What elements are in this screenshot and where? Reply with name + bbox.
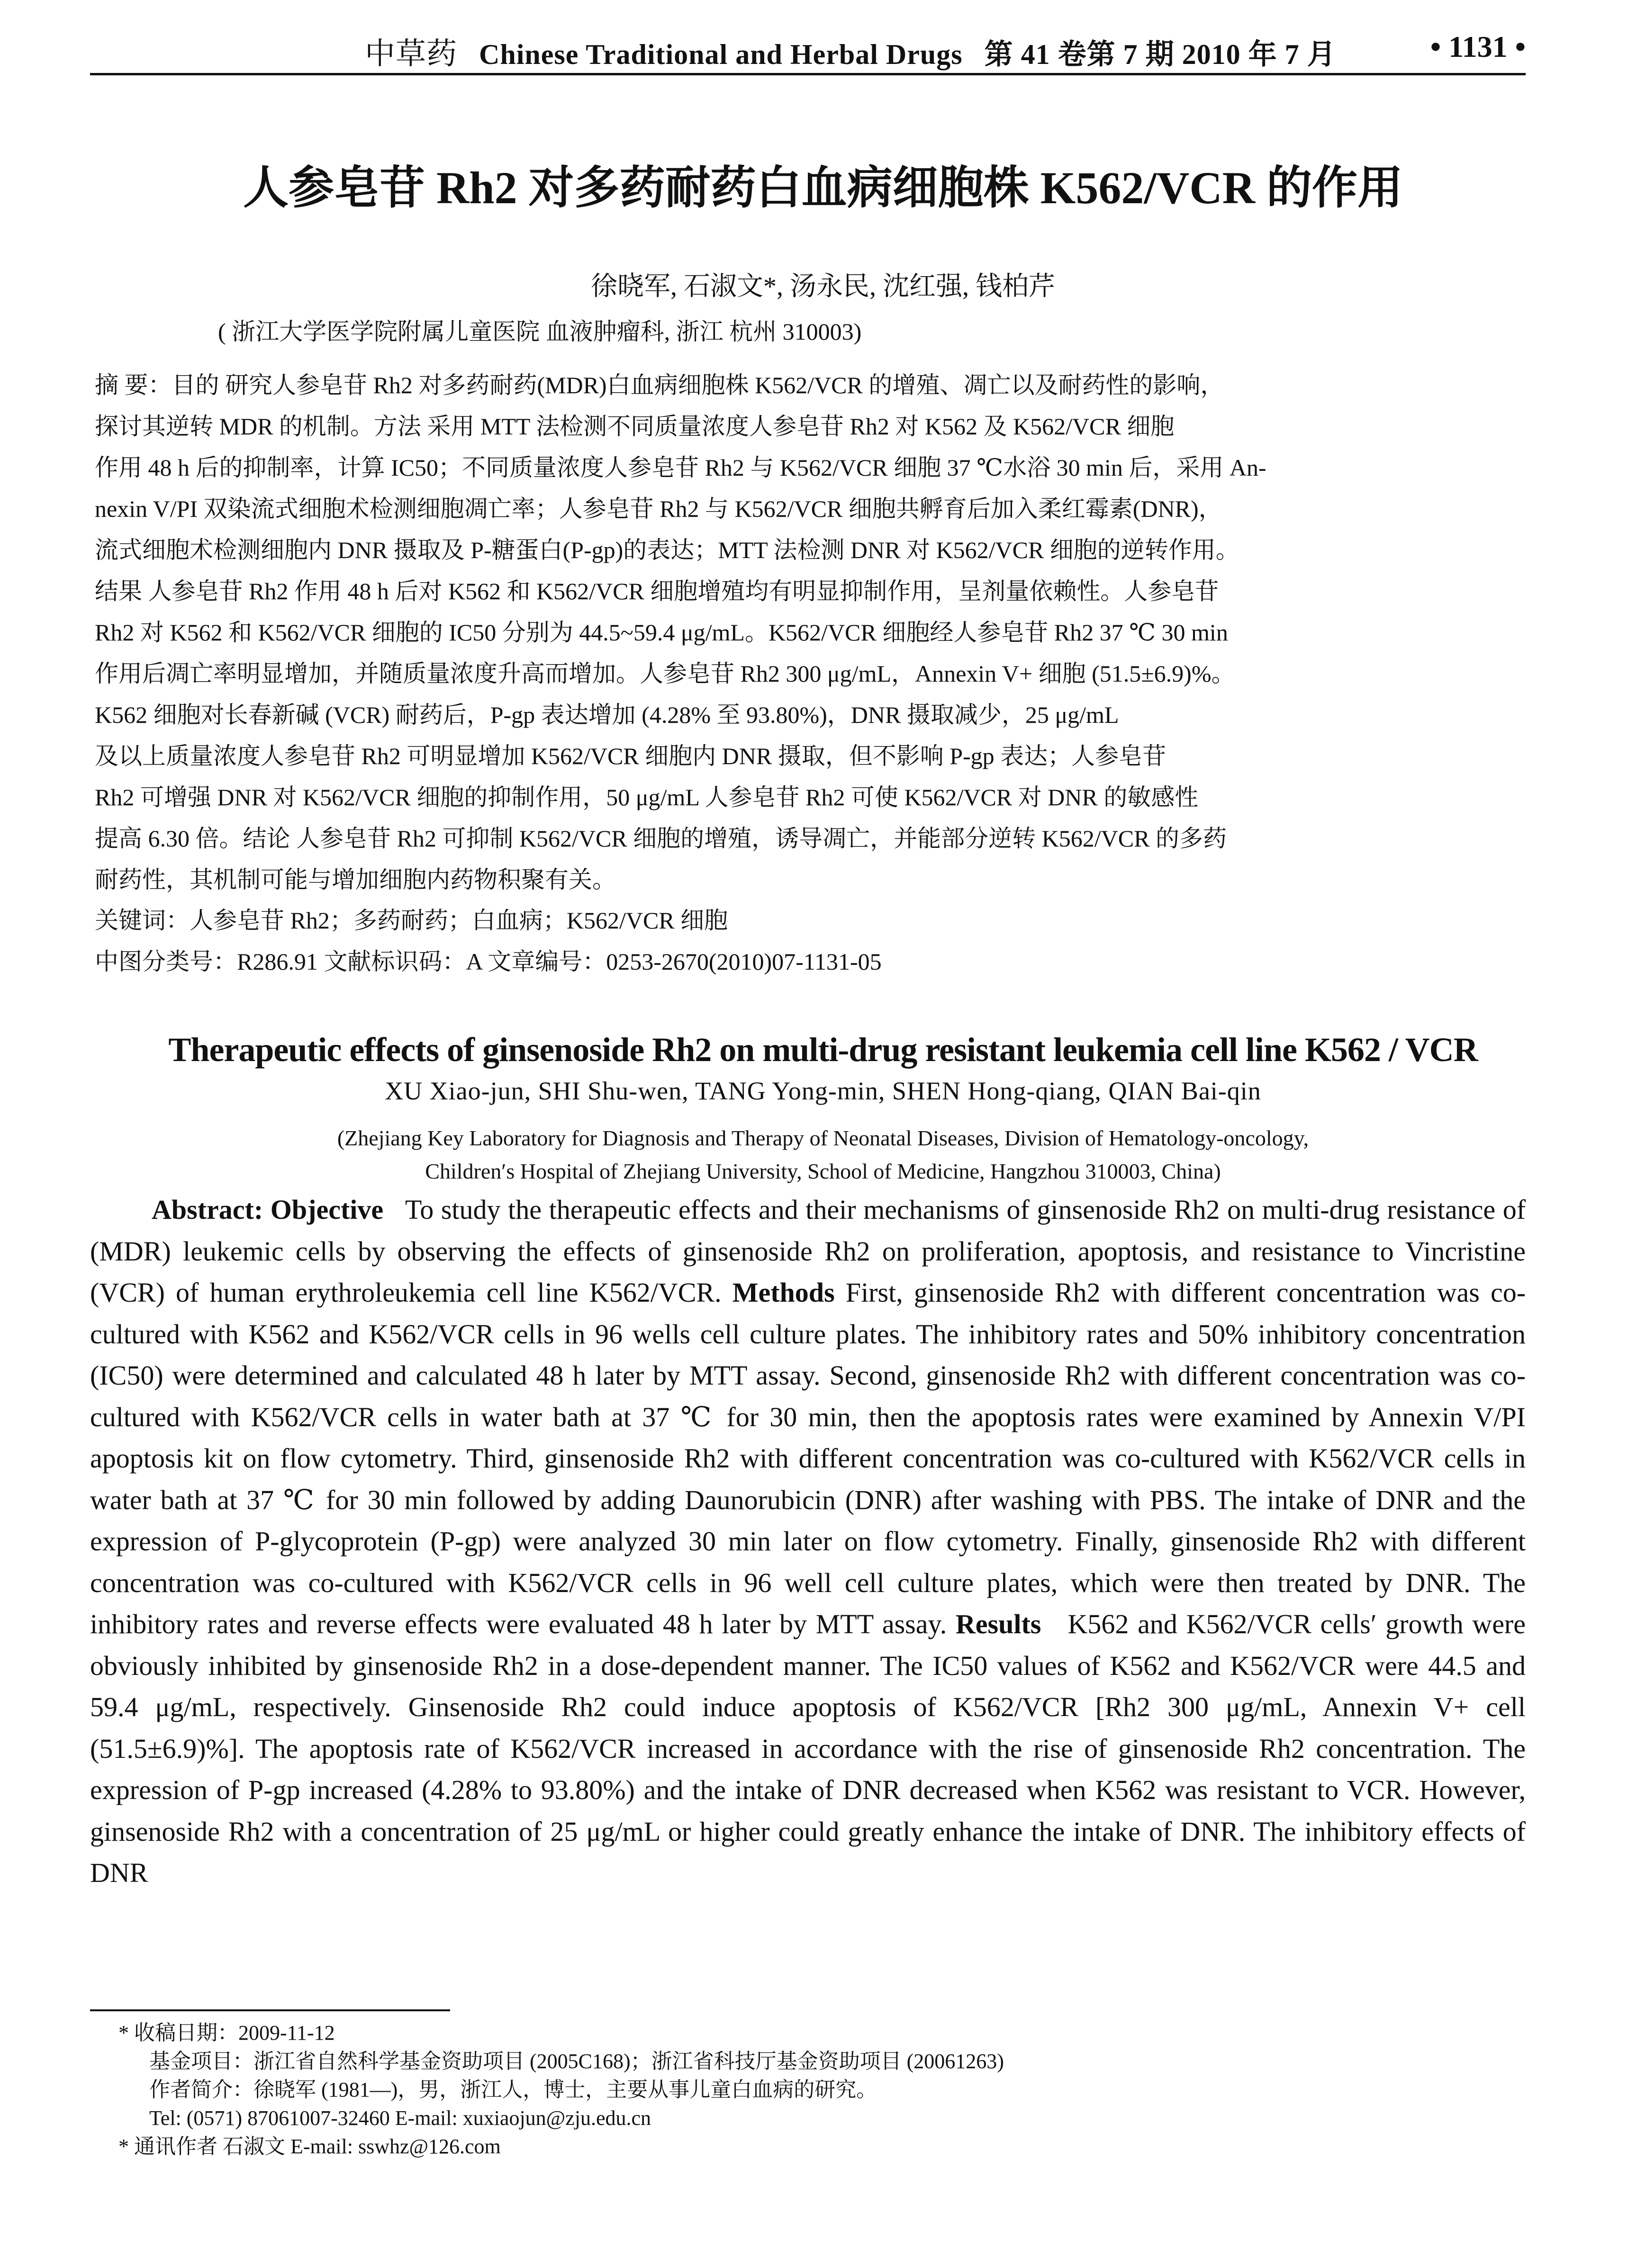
- page-number: • 1131 •: [1430, 30, 1526, 63]
- footnote-author-bio: 作者简介：徐晓军 (1981—)，男，浙江人，博士，主要从事儿童白血病的研究。: [149, 2078, 877, 2101]
- abstract-label: Abstract:: [152, 1194, 263, 1225]
- results-label: Results: [955, 1609, 1041, 1639]
- running-header: [90, 25, 1526, 77]
- objective-text: To study the therapeutic effects and their mechanisms of ginsenoside Rh2 on multi-drug resistance of (MDR) leukemic cells by observing the effects of ginsenoside Rh2 on proliferation, apoptosis, and resistance to Vincristine (VCR) of human erythroleukemia cell line K562/VCR.: [90, 1194, 1526, 1308]
- footnotes: [118, 2019, 1350, 2161]
- footnote-received: * 收稿日期：2009-11-12: [118, 2021, 335, 2044]
- affiliation: [0, 1122, 1646, 1188]
- affiliation-line-2: Children′s Hospital of Zhejiang University, School of Medicine, Hangzhou 310003, China): [425, 1159, 1221, 1183]
- cn-abstract: [95, 365, 1530, 900]
- cn-abstract-line: 流式细胞术检测细胞内 DNR 摄取及 P-糖蛋白(P-gp)的表达；MTT 法检测 DNR 对 K562/VCR 细胞的逆转作用。: [95, 537, 1239, 563]
- footnote-fund: 基金项目：浙江省自然科学基金资助项目 (2005C168)；浙江省科技厅基金资助项目 (20061263): [149, 2050, 1004, 2073]
- volume-issue: 第 41 卷第 7 期 2010 年 7 月: [984, 39, 1336, 70]
- cn-abstract-line: 提高 6.30 倍。结论 人参皂苷 Rh2 可抑制 K562/VCR 细胞的增殖，诱导凋亡，并能部分逆转 K562/VCR 的多药: [95, 825, 1227, 852]
- cn-title: 人参皂苷 Rh2 对多药耐药白血病细胞株 K562/VCR 的作用: [243, 162, 1403, 213]
- cn-abstract-line: K562 细胞对长春新碱 (VCR) 耐药后，P-gp 表达增加 (4.28% 至 93.80%)，DNR 摄取减少，25 μg/mL: [95, 702, 1119, 728]
- methods-text: First, ginsenoside Rh2 with different concentration was co-cultured with K562 and K562/VCR cells in 96 wells cell culture plates. The inhibitory rates and 50% inhibitory concentration (IC50) were determined and calculated 48 h later by MTT assay. Second, ginsenoside Rh2 with different concentration was co-cultured with K562/VCR cells in water bath at 37 ℃ for 30 min, then the apoptosis rates were examined by Annexin V/PI apoptosis kit on flow cytometry. Third, ginsenoside Rh2 with different concentration was co-cultured with K562/VCR cells in water bath at 37 ℃ for 30 min followed by adding Daunorubicin (DNR) after washing with PBS. The intake of DNR and the expression of P-glycoprotein (P-gp) were analyzed 30 min later on flow cytometry. Finally, ginsenoside Rh2 with different concentration was co-cultured with K562/VCR cells in 96 well cell culture plates, which were then treated by DNR. The inhibitory rates and reverse effects were evaluated 48 h later by MTT assay.: [90, 1277, 1526, 1639]
- footnote-corresponding: * 通讯作者 石淑文 E-mail: sswhz@126.com: [118, 2135, 501, 2158]
- cn-classification: 中图分类号：R286.91 文献标识码：A 文章编号：0253-2670(2010)07-1131-05: [95, 948, 882, 975]
- cn-abstract-line: 摘 要：目的 研究人参皂苷 Rh2 对多药耐药(MDR)白血病细胞株 K562/VCR 的增殖、凋亡以及耐药性的影响，: [95, 372, 1224, 398]
- cn-abstract-line: 作用 48 h 后的抑制率，计算 IC50；不同质量浓度人参皂苷 Rh2 与 K562/VCR 细胞 37 ℃水浴 30 min 后，采用 An-: [95, 454, 1266, 481]
- cn-authors: 徐晓军, 石淑文*, 汤永民, 沈红强, 钱柏芹: [591, 272, 1055, 301]
- cn-abstract-line: 作用后凋亡率明显增加，并随质量浓度升高而增加。人参皂苷 Rh2 300 μg/mL，Annexin V+ 细胞 (51.5±6.9)%。: [95, 660, 1235, 687]
- objective-label: Objective: [270, 1194, 384, 1225]
- cn-abstract-line: 耐药性，其机制可能与增加细胞内药物积聚有关。: [95, 866, 616, 893]
- cn-abstract-line: nexin V/PI 双染流式细胞术检测细胞凋亡率；人参皂苷 Rh2 与 K562/VCR 细胞共孵育后加入柔红霉素(DNR)，: [95, 495, 1222, 522]
- cn-keywords: 关键词：人参皂苷 Rh2；多药耐药；白血病；K562/VCR 细胞: [95, 907, 728, 934]
- cn-abstract-line: 探讨其逆转 MDR 的机制。方法 采用 MTT 法检测不同质量浓度人参皂苷 Rh2 对 K562 及 K562/VCR 细胞: [95, 413, 1175, 440]
- abstract: [90, 1189, 1526, 1894]
- cn-affiliation: ( 浙江大学医学院附属儿童医院 血液肿瘤科, 浙江 杭州 310003): [218, 318, 862, 345]
- results-text: K562 and K562/VCR cells′ growth were obviously inhibited by ginsenoside Rh2 in a dose-dependent manner. The IC50 values of K562 and K562/VCR were 44.5 and 59.4 μg/mL, respectively. Ginsenoside Rh2 could induce apoptosis of K562/VCR [Rh2 300 μg/mL, Annexin V+ cell (51.5±6.9)%]. The apoptosis rate of K562/VCR increased in accordance with the rise of ginsenoside Rh2 concentration. The expression of P-gp increased (4.28% to 93.80%) and the intake of DNR decreased when K562 was resistant to VCR. However, ginsenoside Rh2 with a concentration of 25 μg/mL or higher could greatly enhance the intake of DNR. The inhibitory effects of DNR: [90, 1609, 1526, 1888]
- cn-abstract-line: 结果 人参皂苷 Rh2 作用 48 h 后对 K562 和 K562/VCR 细胞增殖均有明显抑制作用，呈剂量依赖性。人参皂苷: [95, 578, 1219, 604]
- header-rule: [90, 73, 1526, 75]
- journal-name-en: Chinese Traditional and Herbal Drugs: [479, 39, 963, 70]
- journal-name-cn: 中草药: [365, 37, 457, 71]
- cn-keywords-block: [95, 900, 1530, 982]
- journal-line: [365, 29, 1336, 73]
- article-title: Therapeutic effects of ginsenoside Rh2 on multi-drug resistant leukemia cell line K562 / VCR: [168, 1031, 1478, 1069]
- author-list: XU Xiao-jun, SHI Shu-wen, TANG Yong-min, SHEN Hong-qiang, QIAN Bai-qin: [385, 1077, 1261, 1105]
- cn-abstract-line: Rh2 可增强 DNR 对 K562/VCR 细胞的抑制作用，50 μg/mL 人参皂苷 Rh2 可使 K562/VCR 对 DNR 的敏感性: [95, 784, 1199, 810]
- affiliation-line-1: (Zhejiang Key Laboratory for Diagnosis and Therapy of Neonatal Diseases, Division of Hematology-oncology,: [337, 1126, 1309, 1150]
- cn-abstract-line: 及以上质量浓度人参皂苷 Rh2 可明显增加 K562/VCR 细胞内 DNR 摄取，但不影响 P-gp 表达；人参皂苷: [95, 743, 1167, 769]
- footnote-rule: [90, 2009, 450, 2011]
- methods-label: Methods: [732, 1277, 835, 1308]
- cn-abstract-line: Rh2 对 K562 和 K562/VCR 细胞的 IC50 分别为 44.5~59.4 μg/mL。K562/VCR 细胞经人参皂苷 Rh2 37 ℃ 30 min: [95, 619, 1228, 646]
- footnote-contact: Tel: (0571) 87061007-32460 E-mail: xuxiaojun@zju.edu.cn: [149, 2106, 651, 2130]
